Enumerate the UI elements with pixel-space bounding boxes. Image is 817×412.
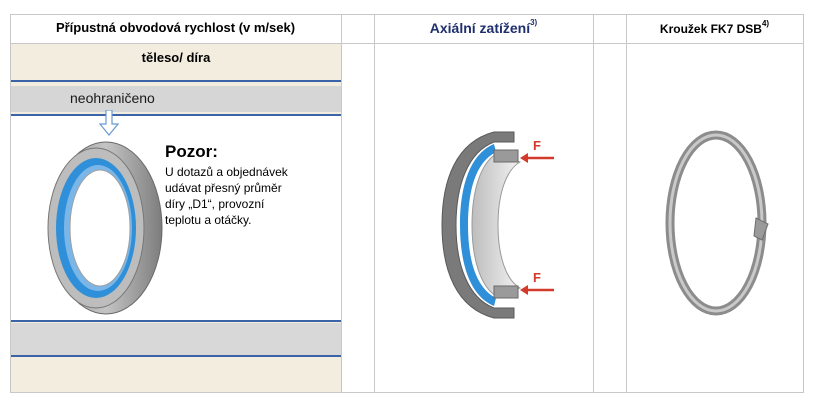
force-label-top-text: F <box>533 138 541 153</box>
note-title <box>165 142 218 162</box>
col-divider-4 <box>626 14 627 393</box>
band-top-line-1 <box>11 80 341 82</box>
force-arrow-bottom-icon <box>520 285 554 295</box>
band-label-text: neohraničeno <box>70 90 155 106</box>
force-label-top <box>533 138 541 153</box>
col1-header-text: Přípustná obvodová rychlost (v m/sek) <box>55 20 296 35</box>
note-title-text: Pozor: <box>165 142 218 161</box>
band-bottom-line-1 <box>11 320 341 322</box>
col2-header <box>374 20 593 36</box>
col-divider-3 <box>593 14 594 393</box>
axial-load-diagram <box>436 130 556 320</box>
seal-ring-image <box>40 138 166 318</box>
band-label <box>70 90 155 106</box>
table-bottom-border <box>10 392 804 393</box>
col2-footnote: 3) <box>530 18 538 28</box>
note-body <box>165 164 288 228</box>
col3-footnote: 4) <box>761 19 770 28</box>
note-line: díry „D1“, provozní <box>165 197 265 211</box>
col-divider-1 <box>341 14 342 393</box>
col-divider-2 <box>374 14 375 393</box>
note-line: teplotu a otáčky. <box>165 213 252 227</box>
note-line: udávat přesný průměr <box>165 181 282 195</box>
col3-header-text: Kroužek FK7 DSB <box>659 22 762 36</box>
note-line: U dotazů a objednávek <box>165 165 288 179</box>
panel-subheader-text: těleso/ díra <box>141 50 211 65</box>
col3-header <box>626 21 803 36</box>
band-bottom-line-2 <box>11 355 341 357</box>
panel-subheader <box>11 50 341 65</box>
table-top-border <box>10 14 804 15</box>
down-arrow-icon <box>99 110 119 136</box>
table-right-border <box>803 14 804 393</box>
force-label-bottom-text: F <box>533 270 541 285</box>
col2-header-text: Axiální zatížení <box>429 20 531 36</box>
band-top <box>11 86 341 112</box>
band-bottom <box>11 323 341 355</box>
force-label-bottom <box>533 270 541 285</box>
force-arrow-top-icon <box>520 153 554 163</box>
retaining-ring-image <box>664 128 774 318</box>
col1-header <box>10 20 341 35</box>
